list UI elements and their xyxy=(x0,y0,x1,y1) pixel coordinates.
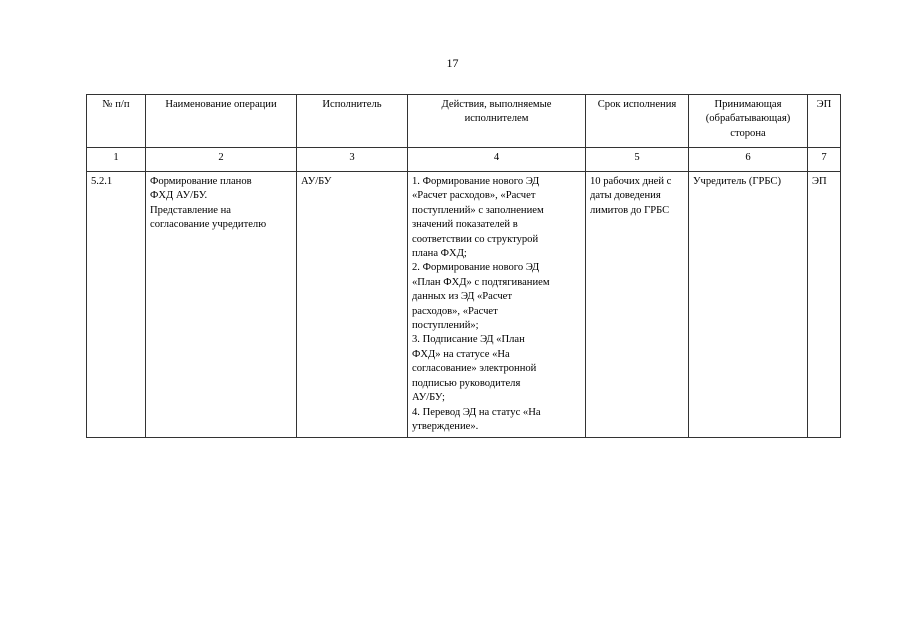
column-number: 6 xyxy=(689,148,808,172)
column-number: 1 xyxy=(87,148,146,172)
cell-line: 2. Формирование нового ЭД xyxy=(412,262,540,274)
cell-line: расходов», «Расчет xyxy=(412,305,498,317)
cell-line: поступлений» с заполнением xyxy=(412,204,544,216)
cell-line: 3. Подписание ЭД «План xyxy=(412,334,525,346)
cell-line: подписью руководителя xyxy=(412,377,521,389)
cell-line: значений показателей в xyxy=(412,219,518,231)
cell-line: ФХД АУ/БУ. xyxy=(150,190,208,202)
cell-line: Представление на xyxy=(150,204,231,216)
column-header: Наименование операции xyxy=(146,95,297,148)
cell-line: лимитов до ГРБС xyxy=(590,204,670,216)
cell-line: «План ФХД» с подтягиванием xyxy=(412,276,550,288)
cell-line: данных из ЭД «Расчет xyxy=(412,291,513,303)
operations-table xyxy=(86,94,841,438)
cell-line: согласование» электронной xyxy=(412,363,537,375)
column-header: Исполнитель xyxy=(297,95,408,148)
cell-line: 10 рабочих дней с xyxy=(590,176,672,187)
cell-line: АУ/БУ; xyxy=(412,392,445,404)
table-cell xyxy=(808,172,841,438)
table-cell xyxy=(586,172,689,438)
column-header: № п/п xyxy=(87,95,146,148)
column-header: ЭП xyxy=(808,95,841,148)
column-number: 5 xyxy=(586,148,689,172)
cell-line: «Расчет расходов», «Расчет xyxy=(412,190,536,202)
column-number: 7 xyxy=(808,148,841,172)
column-number: 3 xyxy=(297,148,408,172)
table-cell xyxy=(408,172,586,438)
column-header: Принимающая (обрабатывающая) сторона xyxy=(689,95,808,148)
cell-line: соответствии со структурой xyxy=(412,233,539,245)
column-header: Срок исполнения xyxy=(586,95,689,148)
cell-line: Формирование планов xyxy=(150,176,252,187)
table-cell xyxy=(87,172,146,438)
cell-line: утверждение». xyxy=(412,420,479,432)
cell-line: поступлений»; xyxy=(412,320,479,332)
cell-line: плана ФХД; xyxy=(412,248,467,260)
cell-line: АУ/БУ xyxy=(301,176,332,187)
table-cell xyxy=(689,172,808,438)
cell-line: ФХД» на статусе «На xyxy=(412,348,510,360)
table-cell xyxy=(297,172,408,438)
cell-line: ЭП xyxy=(812,176,827,187)
cell-line: 4. Перевод ЭД на статус «На xyxy=(412,406,541,418)
column-number: 4 xyxy=(408,148,586,172)
cell-line: 1. Формирование нового ЭД xyxy=(412,176,540,187)
column-number: 2 xyxy=(146,148,297,172)
column-header: Действия, выполняемые исполнителем xyxy=(408,95,586,148)
table-row xyxy=(87,172,841,438)
cell-line: 5.2.1 xyxy=(91,176,113,187)
cell-line: Учредитель (ГРБС) xyxy=(693,176,781,187)
cell-line: даты доведения xyxy=(590,190,661,202)
cell-line: согласование учредителю xyxy=(150,219,267,231)
table-cell xyxy=(146,172,297,438)
page-number: 17 xyxy=(446,56,459,70)
